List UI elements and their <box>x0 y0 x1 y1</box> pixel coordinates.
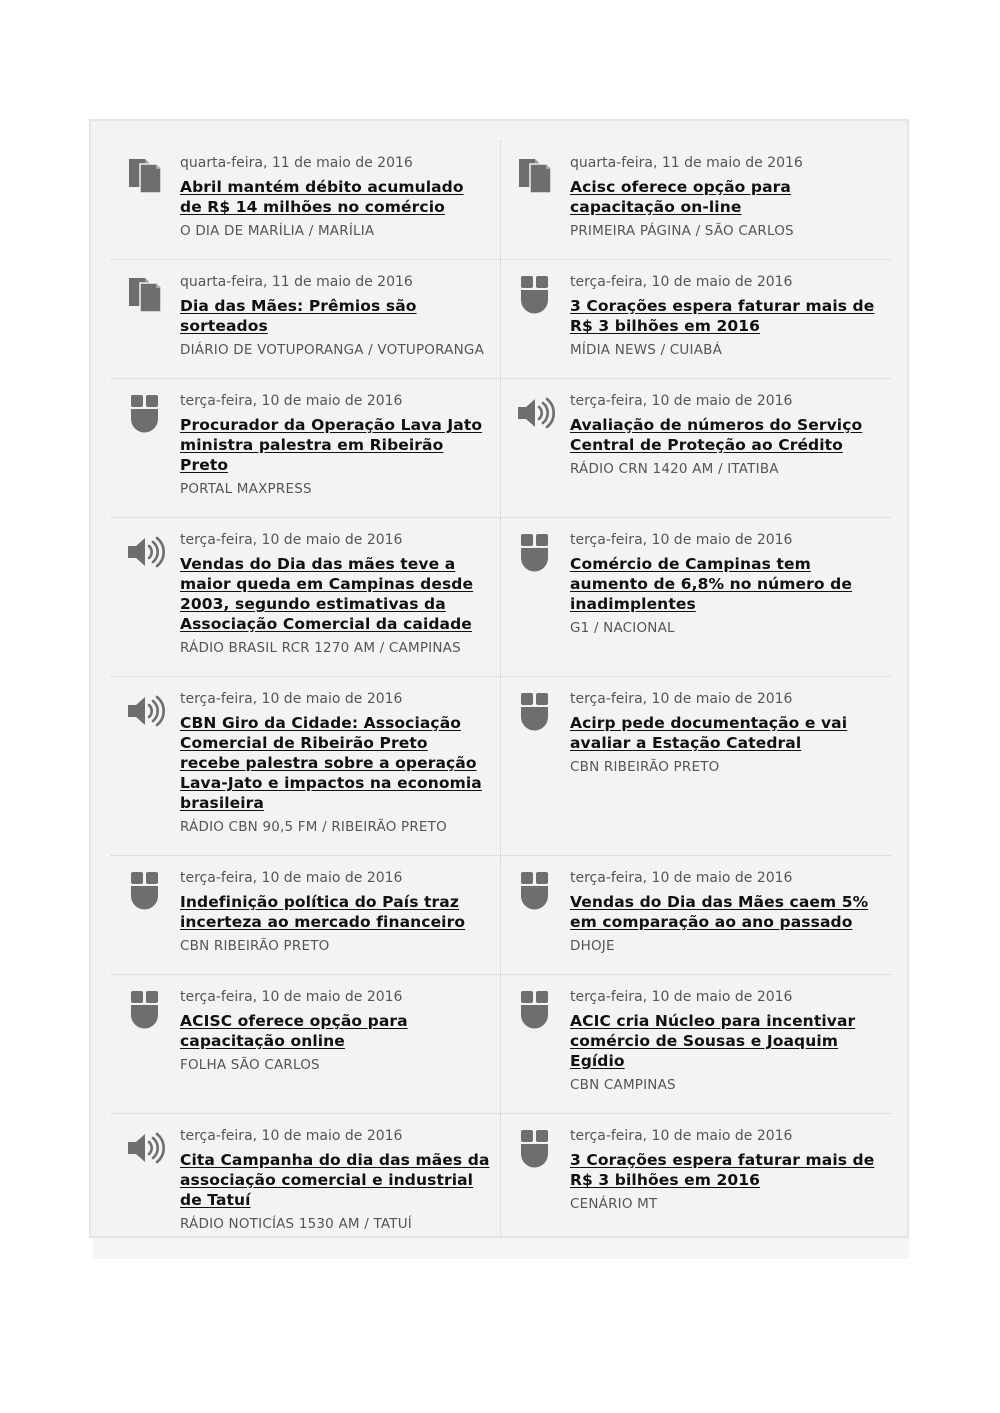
speaker-icon <box>517 393 555 433</box>
news-date: terça-feira, 10 de maio de 2016 <box>570 393 793 409</box>
news-row <box>111 1114 891 1252</box>
news-date: terça-feira, 10 de maio de 2016 <box>180 1128 403 1144</box>
news-source: CENÁRIO MT <box>570 1196 658 1212</box>
news-item <box>501 141 891 259</box>
news-item <box>501 379 891 517</box>
news-date: terça-feira, 10 de maio de 2016 <box>570 691 793 707</box>
news-item <box>501 975 891 1113</box>
news-item <box>111 1114 501 1252</box>
news-headline-link[interactable]: CBN Giro da Cidade: Associação Comercial de Ribeirão Preto recebe palestra sobre a operação Lava-Jato e impactos na economia brasileira <box>180 714 482 812</box>
document-icon <box>517 155 555 195</box>
news-source: FOLHA SÃO CARLOS <box>180 1057 320 1073</box>
news-headline-link[interactable]: 3 Corações espera faturar mais de R$ 3 bilhões em 2016 <box>570 1151 875 1189</box>
news-source: MÍDIA NEWS / CUIABÁ <box>570 342 723 358</box>
mouse-icon <box>127 393 165 433</box>
mouse-icon <box>127 870 165 910</box>
news-source: RÁDIO CBN 90,5 FM / RIBEIRÃO PRETO <box>180 819 447 835</box>
news-row <box>111 677 891 856</box>
news-row <box>111 975 891 1114</box>
news-source: DIÁRIO DE VOTUPORANGA / VOTUPORANGA <box>180 342 484 358</box>
news-headline-link[interactable]: Comércio de Campinas tem aumento de 6,8% no número de inadimplentes <box>570 555 852 613</box>
speaker-icon <box>127 532 165 572</box>
news-headline-link[interactable]: ACIC cria Núcleo para incentivar comércio de Sousas e Joaquim Egídio <box>570 1012 856 1070</box>
news-source: CBN CAMPINAS <box>570 1077 676 1093</box>
panel-shadow <box>93 1238 909 1259</box>
news-source: DHOJE <box>570 938 615 954</box>
news-item <box>501 260 891 378</box>
news-headline-link[interactable]: Avaliação de números do Serviço Central de Proteção ao Crédito <box>570 416 863 454</box>
document-icon <box>127 274 165 314</box>
news-item <box>111 975 501 1113</box>
news-source: O DIA DE MARÍLIA / MARÍLIA <box>180 223 375 239</box>
news-headline-link[interactable]: Cita Campanha do dia das mães da associação comercial e industrial de Tatuí <box>180 1151 490 1209</box>
news-item <box>111 518 501 676</box>
news-source: CBN RIBEIRÃO PRETO <box>180 938 330 954</box>
news-headline-link[interactable]: 3 Corações espera faturar mais de R$ 3 bilhões em 2016 <box>570 297 875 335</box>
news-source: PRIMEIRA PÁGINA / SÃO CARLOS <box>570 223 794 239</box>
mouse-icon <box>517 532 555 572</box>
news-date: terça-feira, 10 de maio de 2016 <box>570 1128 793 1144</box>
mouse-icon <box>517 274 555 314</box>
document-icon <box>127 155 165 195</box>
news-headline-link[interactable]: Dia das Mães: Prêmios são sorteados <box>180 297 417 335</box>
news-row <box>111 856 891 975</box>
news-item <box>111 379 501 517</box>
news-grid <box>111 141 891 1252</box>
news-date: terça-feira, 10 de maio de 2016 <box>180 870 403 886</box>
news-headline-link[interactable]: Vendas do Dia das mães teve a maior queda em Campinas desde 2003, segundo estimativas da Associação Comercial da caidade <box>180 555 474 633</box>
news-item <box>111 856 501 974</box>
news-date: terça-feira, 10 de maio de 2016 <box>570 274 793 290</box>
speaker-icon <box>127 1128 165 1168</box>
news-row <box>111 379 891 518</box>
news-date: quarta-feira, 11 de maio de 2016 <box>180 155 413 171</box>
news-date: terça-feira, 10 de maio de 2016 <box>180 989 403 1005</box>
news-headline-link[interactable]: Procurador da Operação Lava Jato ministra palestra em Ribeirão Preto <box>180 416 483 474</box>
mouse-icon <box>517 1128 555 1168</box>
news-date: quarta-feira, 11 de maio de 2016 <box>180 274 413 290</box>
clipping-panel <box>89 119 909 1238</box>
news-row <box>111 518 891 677</box>
news-item <box>501 677 891 855</box>
news-date: terça-feira, 10 de maio de 2016 <box>180 393 403 409</box>
news-item <box>501 1114 891 1252</box>
news-date: quarta-feira, 11 de maio de 2016 <box>570 155 803 171</box>
news-source: G1 / NACIONAL <box>570 620 675 636</box>
news-headline-link[interactable]: Acisc oferece opção para capacitação on-line <box>570 178 791 216</box>
speaker-icon <box>127 691 165 731</box>
news-source: RÁDIO NOTICÍAS 1530 AM / TATUÍ <box>180 1216 412 1232</box>
mouse-icon <box>127 989 165 1029</box>
news-headline-link[interactable]: Abril mantém débito acumulado de R$ 14 milhões no comércio <box>180 178 464 216</box>
news-row <box>111 260 891 379</box>
news-item <box>111 260 501 378</box>
news-headline-link[interactable]: Indefinição política do País traz incerteza ao mercado financeiro <box>180 893 466 931</box>
news-date: terça-feira, 10 de maio de 2016 <box>570 532 793 548</box>
news-date: terça-feira, 10 de maio de 2016 <box>180 691 403 707</box>
news-item <box>501 856 891 974</box>
news-item <box>111 141 501 259</box>
news-item <box>501 518 891 676</box>
news-source: CBN RIBEIRÃO PRETO <box>570 759 720 775</box>
mouse-icon <box>517 989 555 1029</box>
news-headline-link[interactable]: ACISC oferece opção para capacitação online <box>180 1012 408 1050</box>
news-source: PORTAL MAXPRESS <box>180 481 312 497</box>
news-headline-link[interactable]: Acirp pede documentação e vai avaliar a Estação Catedral <box>570 714 848 752</box>
news-headline-link[interactable]: Vendas do Dia das Mães caem 5% em comparação ao ano passado <box>570 893 869 931</box>
news-date: terça-feira, 10 de maio de 2016 <box>570 989 793 1005</box>
news-item <box>111 677 501 855</box>
news-date: terça-feira, 10 de maio de 2016 <box>180 532 403 548</box>
mouse-icon <box>517 870 555 910</box>
news-source: RÁDIO BRASIL RCR 1270 AM / CAMPINAS <box>180 640 461 656</box>
news-row <box>111 141 891 260</box>
mouse-icon <box>517 691 555 731</box>
news-date: terça-feira, 10 de maio de 2016 <box>570 870 793 886</box>
news-source: RÁDIO CRN 1420 AM / ITATIBA <box>570 461 779 477</box>
